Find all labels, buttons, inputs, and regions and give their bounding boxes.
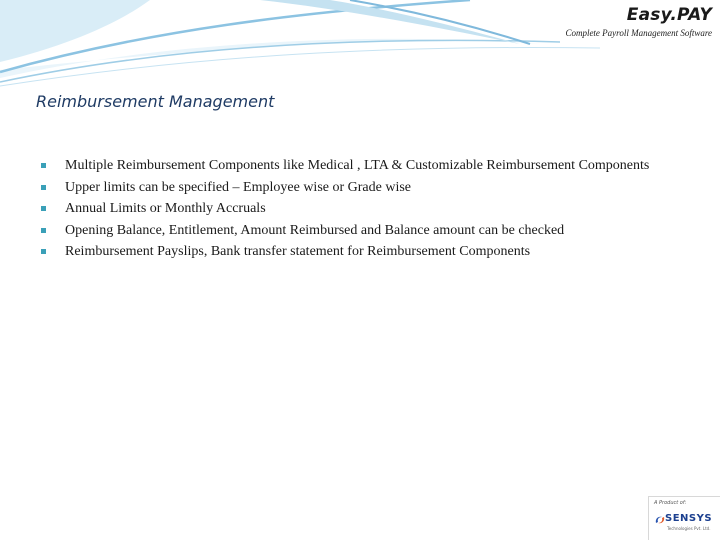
brand-title: Easy.PAY <box>626 5 712 25</box>
bullet-text: Reimbursement Payslips, Bank transfer statement for Reimbursement Components <box>65 244 531 259</box>
bullet-item <box>40 222 670 240</box>
bullet-text: Annual Limits or Monthly Accruals <box>65 201 266 216</box>
square-bullet-icon <box>41 185 46 190</box>
bullet-item <box>40 200 670 218</box>
swoosh-band <box>0 39 540 78</box>
square-bullet-icon <box>41 163 46 168</box>
slide-title: Reimbursement Management <box>36 92 275 111</box>
bullet-text: Multiple Reimbursement Components like Medical , LTA & Customizable Reimbursement Components <box>65 158 650 173</box>
square-bullet-icon <box>41 249 46 254</box>
bullet-item <box>40 157 670 175</box>
bullet-item <box>40 243 670 261</box>
swoosh-line-3 <box>0 47 600 86</box>
swoosh-line-2 <box>0 40 560 82</box>
logo-name: SENSYS <box>665 513 713 524</box>
sensys-logo <box>648 496 720 540</box>
bullet-text: Opening Balance, Entitlement, Amount Reimbursed and Balance amount can be checked <box>65 222 565 238</box>
logo-subtitle: Technologies Pvt. Ltd. <box>667 526 711 531</box>
square-bullet-icon <box>41 228 46 233</box>
square-bullet-icon <box>41 206 46 211</box>
bullet-list <box>40 157 670 265</box>
header-swoosh-decoration <box>0 0 720 90</box>
bullet-text: Upper limits can be specified – Employee wise or Grade wise <box>65 179 412 195</box>
brand-tagline: Complete Payroll Management Software <box>565 28 712 38</box>
logo-caption: A Product of: <box>654 500 687 506</box>
bullet-item <box>40 179 670 197</box>
